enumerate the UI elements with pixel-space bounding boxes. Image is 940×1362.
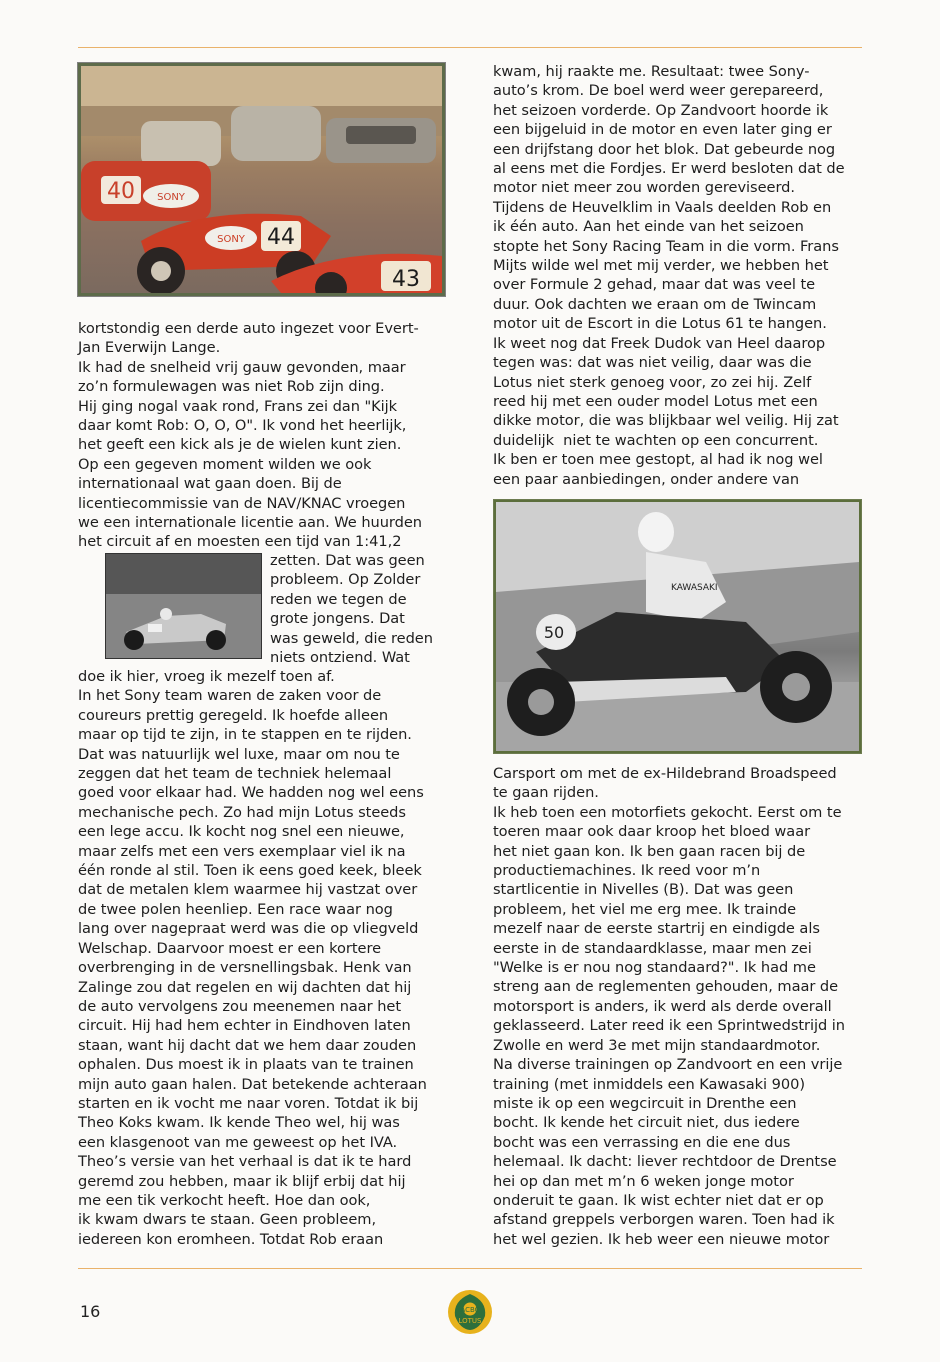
right-line: dikke motor, die was blijkbaar wel veilig. Hij zat (493, 412, 839, 430)
left-line: Hij ging nogal vaak rond, Frans zei dan "Kijk (78, 397, 398, 415)
right-line: ik één auto. Aan het einde van het seizoen (493, 218, 804, 236)
right-line: al eens met die Fordjes. Er werd besloten dat de (493, 160, 845, 178)
right-line: mezelf naar de eerste startrij en eindigde als (493, 920, 820, 938)
race-number-40: 40 (107, 179, 135, 204)
right-line: duidelijk niet te wachten op een concurrent. (493, 431, 819, 449)
left-wrap-line: grote jongens. Dat (270, 610, 405, 628)
left-line: Jan Everwijn Lange. (78, 339, 221, 357)
left-wrap-line: reden we tegen de (270, 590, 407, 608)
moto-brand-label: KAWASAKI (671, 583, 718, 593)
formula-car-image (106, 554, 261, 658)
left-line: geremd zou hebben, maar ik blijf erbij dat hij (78, 1172, 406, 1190)
right-line: duur. Ook dachten we eraan om de Twincam (493, 295, 817, 313)
moto-number: 50 (543, 623, 565, 642)
left-line: mijn auto gaan halen. Dat betekende achteraan (78, 1075, 427, 1093)
lotus-logo-icon (447, 1289, 493, 1335)
left-line: Op een gegeven moment wilden we ook (78, 455, 372, 473)
left-line: mechanische pech. Zo had mijn Lotus steeds (78, 803, 406, 821)
left-line: ik kwam dwars te staan. Geen probleem, (78, 1211, 377, 1229)
formula-car-photo (105, 553, 262, 659)
right-line: motorsport is anders, ik werd als derde overall (493, 997, 832, 1015)
right-line: Carsport om met de ex-Hildebrand Broadspeed (493, 765, 837, 782)
left-line: een lege accu. Ik kocht nog snel een nieuwe, (78, 823, 405, 841)
right-line: miste ik op een wegcircuit in Drenthe een (493, 1094, 797, 1112)
right-line: Mijts wilde wel met mij verder, we hebben het (493, 257, 829, 275)
left-line: internationaal wat gaan doen. Bij de (78, 475, 342, 493)
left-line: maar op tijd te zijn, in te stappen en te rijden. (78, 726, 412, 744)
left-line: een klasgenoot van me geweest op het IVA. (78, 1133, 398, 1151)
right-line: eerste in de standaardklasse, maar men zei (493, 939, 812, 957)
right-line: het wel gezien. Ik heb weer een nieuwe motor (493, 1230, 830, 1248)
race-cars-image (81, 66, 442, 293)
right-line: motor uit de Escort in die Lotus 61 te hangen. (493, 315, 827, 333)
right-line: streng aan de reglementen gehouden, maar de (493, 978, 839, 996)
right-line: stopte het Sony Racing Team in die vorm. Frans (493, 237, 839, 255)
left-line: staan, want hij dacht dat we hem daar zouden (78, 1036, 417, 1054)
left-line: daar komt Rob: O, O, O". Ik vond het heerlijk, (78, 417, 407, 435)
svg-text:ACBC: ACBC (460, 1306, 480, 1314)
left-line: zo’n formulewagen was niet Rob zijn ding. (78, 378, 385, 396)
right-line: Ik ben er toen mee gestopt, al had ik nog wel (493, 451, 823, 469)
left-line: Theo’s versie van het verhaal is dat ik te hard (78, 1153, 412, 1171)
left-wrap-line: zetten. Dat was geen (270, 552, 425, 569)
sponsor-label-1: SONY (157, 192, 185, 203)
left-wrap-line: probleem. Op Zolder (270, 571, 421, 589)
left-line: zeggen dat het team de techniek helemaal (78, 765, 392, 783)
right-line: hei op dan met m’n 6 weken jonge motor (493, 1172, 794, 1190)
sponsor-label-2: SONY (217, 234, 245, 245)
left-line: goed voor elkaar had. We hadden nog wel eens (78, 784, 424, 802)
left-line: dat de metalen klem waarmee hij vastzat over (78, 881, 418, 899)
left-line: het circuit af en moesten een tijd van 1:41,2 (78, 533, 402, 551)
left-line: overbrenging in de versnellingsbak. Henk van (78, 959, 412, 977)
right-line: onderuit te gaan. Ik wist echter niet dat er op (493, 1191, 824, 1209)
left-line: Theo Koks kwam. Ik kende Theo wel, hij was (78, 1114, 400, 1132)
right-line: te gaan rijden. (493, 784, 599, 802)
right-line: helemaal. Ik dacht: liever rechtdoor de Drentse (493, 1153, 837, 1171)
left-line: we een internationale licentie aan. We huurden (78, 514, 422, 532)
right-line: kwam, hij raakte me. Resultaat: twee Sony- (493, 63, 810, 80)
left-line: maar zelfs met een vers exemplaar viel ik na (78, 842, 406, 860)
right-line: "Welke is er nou nog standaard?". Ik had me (493, 959, 816, 977)
right-column-continued (493, 764, 863, 1249)
left-wrap-line: niets ontziend. Wat (270, 649, 410, 667)
right-line: probleem, het viel me erg mee. Ik trainde (493, 900, 797, 918)
logo-text: LOTUS (458, 1317, 482, 1325)
left-line: Dat was natuurlijk wel luxe, maar om nou te (78, 745, 400, 763)
left-line: het geeft een kick als je de wielen kunt zien. (78, 436, 402, 454)
formula-car-illustration (106, 554, 261, 658)
left-line: de auto vervolgens zou meenemen naar het (78, 997, 402, 1015)
right-line: Ik weet nog dat Freek Dudok van Heel daarop (493, 334, 826, 352)
left-line: één ronde al stil. Toen ik eens goed keek, bleek (78, 862, 422, 880)
race-number-43: 43 (392, 267, 420, 292)
right-line: toeren maar ook daar kroop het bloed waar (493, 823, 811, 841)
left-line: Welschap. Daarvoor moest er een kortere (78, 939, 382, 957)
left-line: de twee polen heenliep. Een race waar nog (78, 900, 393, 918)
left-column (78, 319, 448, 552)
right-line: een paar aanbiedingen, onder andere van (493, 470, 800, 488)
left-line: In het Sony team waren de zaken voor de (78, 687, 382, 705)
right-line: Tijdens de Heuvelklim in Vaals deelden Rob en (493, 198, 832, 216)
right-line: bocht was een verrassing en die ene dus (493, 1133, 791, 1151)
right-line: afstand greppels verborgen waren. Toen had ik (493, 1211, 835, 1229)
left-wrap-line: was geweld, die reden (270, 629, 433, 647)
right-line: Na diverse trainingen op Zandvoort en een vrije (493, 1056, 843, 1074)
left-line: circuit. Hij had hem echter in Eindhoven laten (78, 1017, 411, 1035)
bottom-rule (78, 1268, 862, 1269)
left-line: me een tik verkocht heeft. Hoe dan ook, (78, 1191, 371, 1209)
right-line: training (met inmiddels een Kawasaki 900) (493, 1075, 805, 1093)
left-wrap-text (270, 551, 450, 667)
left-line: kortstondig een derde auto ingezet voor Evert- (78, 320, 419, 337)
race-cars-photo (77, 62, 446, 297)
right-line: startlicentie in Nivelles (B). Dat was geen (493, 881, 794, 899)
right-line: auto’s krom. De boel werd weer gerepareerd, (493, 82, 824, 100)
left-line: licentiecommissie van de NAV/KNAC vroegen (78, 494, 406, 512)
right-line: het niet gaan kon. Ik ben gaan racen bij de (493, 842, 806, 860)
left-line: doe ik hier, vroeg ik mezelf toen af. (78, 668, 335, 685)
race-number-44: 44 (267, 225, 295, 250)
right-line: motor niet meer zou worden gereviseerd. (493, 179, 795, 197)
motorcycle-illustration (496, 502, 859, 751)
left-line: Ik had de snelheid vrij gauw gevonden, maar (78, 358, 406, 376)
right-line: Lotus niet sterk genoeg voor, zo zei hij. Zelf (493, 373, 812, 391)
right-line: een drijfstang door het blok. Dat gebeurde nog (493, 140, 836, 158)
page-number: 16 (80, 1302, 101, 1321)
top-rule (78, 47, 862, 48)
left-line: starten en ik vocht me naar voren. Totdat ik bij (78, 1094, 419, 1112)
right-line: Zwolle en werd 3e met mijn standaardmotor. (493, 1036, 821, 1054)
right-line: reed hij met een ouder model Lotus met een (493, 392, 818, 410)
right-line: over Formule 2 gehad, maar dat was veel te (493, 276, 816, 294)
left-line: lang over nagepraat werd was die op vliegveld (78, 920, 419, 938)
race-cars-illustration (81, 66, 442, 293)
left-line: iedereen kon eromheen. Totdat Rob eraan (78, 1230, 384, 1248)
right-line: bocht. Ik kende het circuit niet, dus iedere (493, 1114, 800, 1132)
right-line: het seizoen vorderde. Op Zandvoort hoorde ik (493, 101, 829, 119)
right-column (493, 62, 863, 489)
motorcycle-image (496, 502, 859, 751)
left-line: coureurs prettig geregeld. Ik hoefde alleen (78, 706, 389, 724)
left-line: ophalen. Dus moest ik in plaats van te trainen (78, 1056, 414, 1074)
motorcycle-photo (493, 499, 862, 754)
left-column-continued (78, 667, 448, 1249)
right-line: een bijgeluid in de motor en even later ging er (493, 121, 832, 139)
right-line: productiemachines. Ik reed voor m’n (493, 862, 761, 880)
right-line: tegen was: dat was niet veilig, daar was die (493, 354, 812, 372)
left-line: Zalinge zou dat regelen en wij dachten dat hij (78, 978, 412, 996)
right-line: Ik heb toen een motorfiets gekocht. Eerst om te (493, 803, 842, 821)
right-line: geklasseerd. Later reed ik een Sprintwedstrijd in (493, 1017, 846, 1035)
